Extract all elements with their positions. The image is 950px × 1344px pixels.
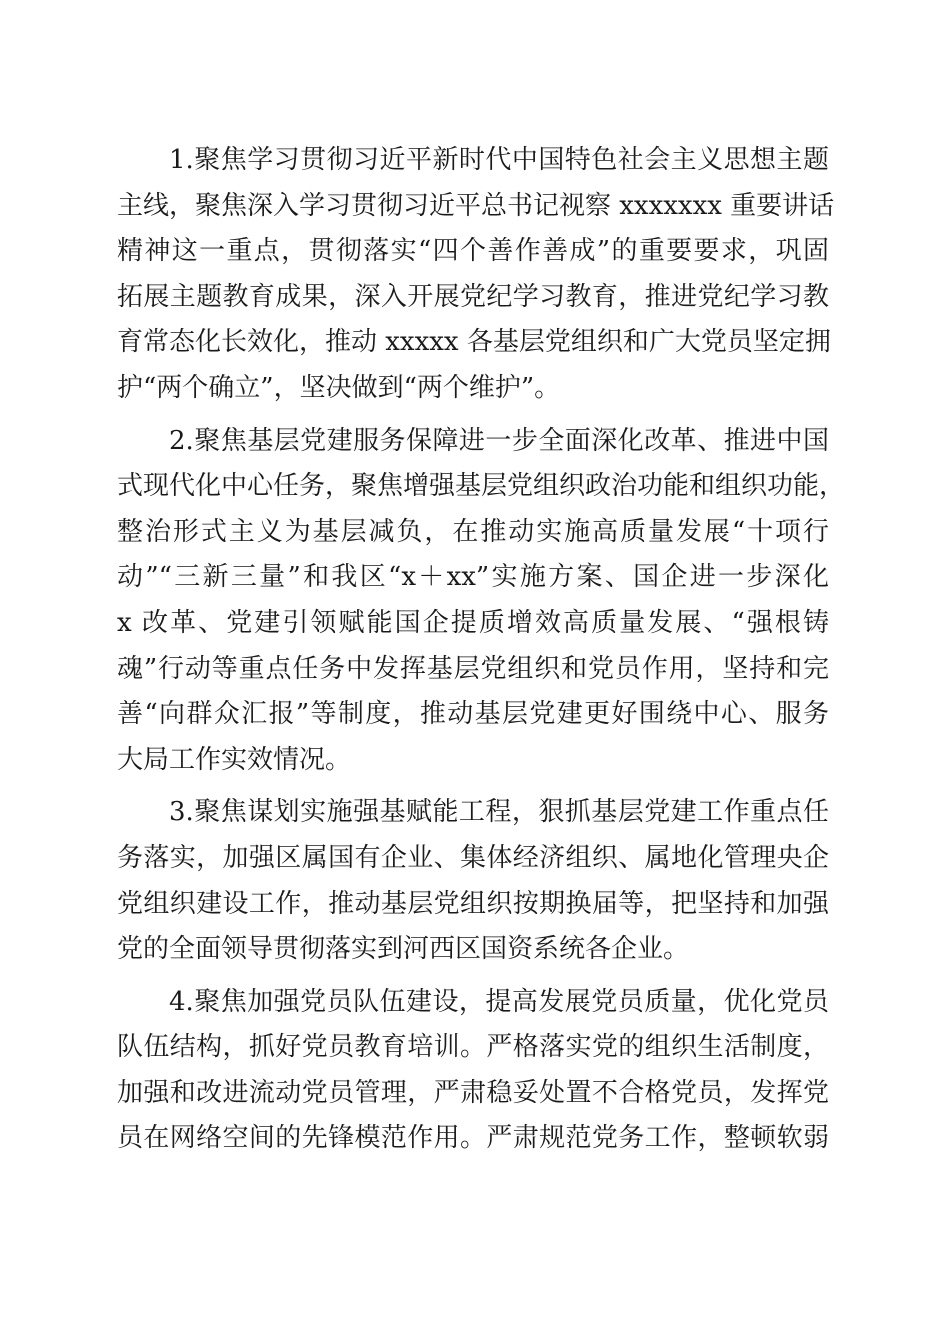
paragraph-line: 党的全面领导贯彻落实到河西区国资系统各企业。 (117, 934, 690, 965)
paragraph-line: 整治形式主义为基层减负，在推动实施高质量发展“十项行 (117, 516, 829, 547)
paragraph-line: 魂”行动等重点任务中发挥基层党组织和党员作用，坚持和完 (117, 653, 829, 684)
paragraph-4 (117, 980, 829, 1162)
paragraph-2 (117, 419, 846, 784)
paragraph-1 (117, 138, 835, 412)
paragraph-line: 4.聚焦加强党员队伍建设，提高发展党员质量，优化党员 (169, 986, 829, 1017)
paragraph-line: 2.聚焦基层党建服务保障进一步全面深化改革、推进中国 (169, 425, 829, 456)
paragraph-line: 式现代化中心任务，聚焦增强基层党组织政治功能和组织功能， (117, 471, 846, 502)
paragraph-line: 务落实，加强区属国有企业、集体经济组织、属地化管理央企 (117, 842, 829, 873)
paragraph-3 (117, 790, 829, 972)
paragraph-line: 动”“三新三量”和我区“x＋xx”实施方案、国企进一步深化 (117, 562, 829, 593)
paragraph-line: 育常态化长效化，推动 xxxxx 各基层党组织和广大党员坚定拥 (117, 327, 831, 358)
paragraph-line: 善“向群众汇报”等制度，推动基层党建更好围绕中心、服务 (117, 699, 829, 730)
paragraph-line: 主线，聚焦深入学习贯彻习近平总书记视察 xxxxxxx 重要讲话 (117, 190, 835, 221)
paragraph-line: 队伍结构，抓好党员教育培训。严格落实党的组织生活制度， (117, 1032, 829, 1063)
paragraph-line: 党组织建设工作，推动基层党组织按期换届等，把坚持和加强 (117, 888, 829, 919)
paragraph-line: 大局工作实效情况。 (117, 744, 352, 775)
paragraph-line: 加强和改进流动党员管理，严肃稳妥处置不合格党员，发挥党 (117, 1077, 829, 1108)
document-body (117, 138, 846, 1162)
paragraph-line: x 改革、党建引领赋能国企提质增效高质量发展、“强根铸 (117, 607, 829, 638)
paragraph-line: 护“两个确立”，坚决做到“两个维护”。 (117, 372, 561, 403)
paragraph-line: 员在网络空间的先锋模范作用。严肃规范党务工作，整顿软弱 (117, 1123, 829, 1154)
paragraph-line: 1.聚焦学习贯彻习近平新时代中国特色社会主义思想主题 (169, 145, 829, 175)
paragraph-line: 3.聚焦谋划实施强基赋能工程，狠抓基层党建工作重点任 (169, 797, 829, 828)
paragraph-line: 精神这一重点，贯彻落实“四个善作善成”的重要要求，巩固 (117, 236, 829, 267)
paragraph-line: 拓展主题教育成果，深入开展党纪学习教育，推进党纪学习教 (117, 281, 829, 312)
